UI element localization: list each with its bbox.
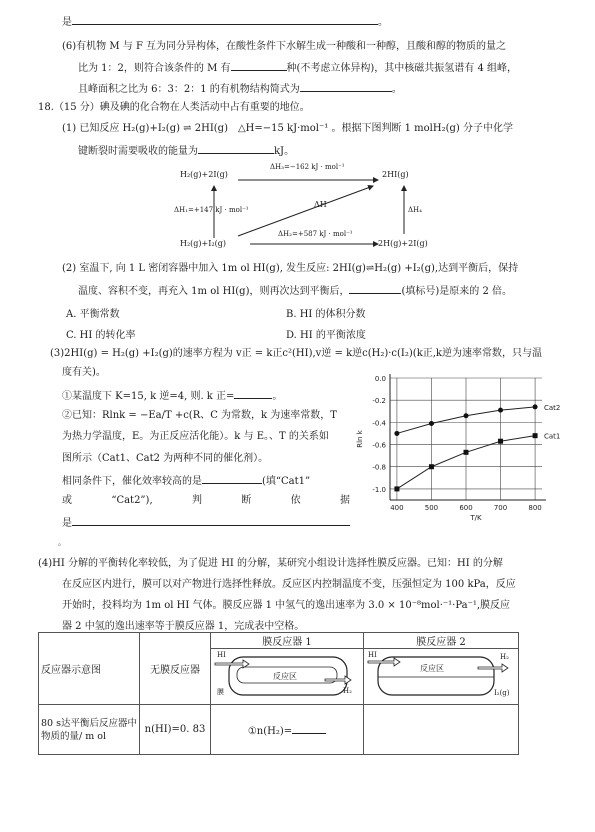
data-point-cat1 xyxy=(429,464,434,469)
data-point-cat2 xyxy=(464,413,469,418)
q17-p6-line3b: 。 xyxy=(391,84,402,95)
option-c[interactable]: C. HI 的转化率 xyxy=(66,330,136,341)
q18-p3-q2-word: 或 xyxy=(62,495,72,506)
series-label-cat2: Cat2 xyxy=(544,403,561,412)
table-head-nomembrane: 无膜反应器 xyxy=(140,633,211,705)
data-point-cat1 xyxy=(394,486,399,491)
q18-p3-q1b: 。 xyxy=(272,391,283,402)
q18-p3-q2-word: 据 xyxy=(339,495,350,506)
answer-blank[interactable] xyxy=(198,143,274,154)
y-tick-label: -0.4 xyxy=(372,419,386,428)
option-b[interactable]: B. HI 的体积分数 xyxy=(286,309,366,320)
q17-top-end: 。 xyxy=(378,17,388,28)
data-point-cat1 xyxy=(464,450,469,455)
answer-blank[interactable] xyxy=(231,60,287,71)
label-dh3: ΔH₃=−162 kJ · mol⁻¹ xyxy=(270,163,345,171)
diagonal-arrow-line xyxy=(238,186,373,236)
q18-p1-line2a: 键断裂时需要吸收的能量为 xyxy=(78,146,198,157)
reactor1-zone-label: 反应区 xyxy=(273,672,297,681)
q18-p3-q2-line4 xyxy=(62,473,310,488)
q18-p3-q2-line4b: (填“Cat1” xyxy=(262,476,311,487)
table-data-row xyxy=(39,705,519,755)
table-head-reactor1: 膜反应器 1 xyxy=(211,633,364,649)
table-cell-reactor2[interactable] xyxy=(364,705,519,755)
x-axis-label: T/K xyxy=(470,514,482,522)
option-d[interactable]: D. HI 的平衡浓度 xyxy=(286,330,366,341)
q18-p4-line2: 在反应区内进行，膜可以对产物进行选择性释放。反应区内控制温度不变，压强恒定为 100 kPa，反应 xyxy=(62,579,516,590)
q18-p3-dot: 。 xyxy=(58,538,66,547)
x-tick-label: 400 xyxy=(390,504,404,512)
answer-blank[interactable] xyxy=(72,14,378,25)
data-point-cat1 xyxy=(533,433,538,438)
q17-top-line xyxy=(62,14,388,29)
q18-p3-q2-word: 断 xyxy=(241,495,252,506)
q18-p3-q2-line6 xyxy=(62,515,350,530)
q18-p1-line1: (1) 已知反应 H₂(g)+I₂(g) ⇌ 2HI(g) △H=−15 kJ·mol⁻¹ 。根据下图判断 1 molH₂(g) 分子中化学 xyxy=(62,123,513,134)
label-dh1: ΔH₁=+147 kJ · mol⁻¹ xyxy=(174,206,249,214)
reactor2-diagram-cell xyxy=(364,649,519,705)
label-top-right: 2HI(g) xyxy=(382,170,409,179)
q18-p3-q1a: ①某温度下 K=15, k 逆=4, 则. k 正= xyxy=(62,391,235,402)
label-bottom-left: H₂(g)+I₂(g) xyxy=(180,239,226,248)
q17-p6-line2b: 种(不考虑立体异构)，其中核磁共振氢谱有 4 组峰， xyxy=(286,63,518,74)
q17-p6-line3a: 且峰面积之比为 6：3：2：1 的有机物结构简式为 xyxy=(78,84,300,95)
table-head-diagram: 反应器示意图 xyxy=(39,633,140,705)
x-tick-label: 500 xyxy=(424,504,439,512)
rlnk-vs-t-chart xyxy=(350,370,562,525)
q18-p4-line4: 器 2 中氢的逸出速率等于膜反应器 1，完成表中空格。 xyxy=(62,621,305,632)
chart-svg xyxy=(350,370,562,525)
q18-p2-line2a: 温度、容积不变，再充入 1m ol HI(g)，则再次达到平衡后， xyxy=(78,286,350,297)
q18-p3-q1 xyxy=(62,388,282,403)
reactor1-membrane-label: 膜 xyxy=(217,688,224,696)
q18-p3-q2-line6-label: 是 xyxy=(62,518,72,529)
label-dh: ΔH xyxy=(314,200,327,209)
reactor-table xyxy=(38,632,519,755)
data-point-cat2 xyxy=(394,431,399,436)
label-dh2: ΔH₂=+587 kJ · mol⁻¹ xyxy=(278,230,353,238)
q18-p3-line2: 度有关)。 xyxy=(62,367,106,378)
y-tick-label: -0.6 xyxy=(372,441,386,450)
option-a[interactable]: A. 平衡常数 xyxy=(66,309,120,320)
table-cell-reactor1[interactable] xyxy=(211,705,364,755)
q17-p6-line2 xyxy=(78,60,517,75)
y-tick-label: 0.0 xyxy=(374,375,386,383)
q18-p3-q2-word: 依 xyxy=(290,495,301,506)
inlet-arrow-icon xyxy=(215,660,249,668)
reactor1-diagram-cell xyxy=(211,649,364,705)
q18-p3-q2-word: “Cat2”), xyxy=(111,495,153,506)
table-head-reactor2: 膜反应器 2 xyxy=(364,633,519,649)
answer-blank[interactable] xyxy=(234,388,272,399)
answer-blank[interactable] xyxy=(300,81,392,92)
q18-p2-line1: (2) 室温下, 向 1 L 密闭容器中加入 1m ol HI(g), 发生反应: 2HI(g)⇌H₂(g) +I₂(g),达到平衡后，保持 xyxy=(62,263,519,274)
label-dh4: ΔH₄ xyxy=(408,206,422,214)
q18-heading: 18.（15 分）碘及碘的化合物在人类活动中占有重要的地位。 xyxy=(38,102,310,113)
reactor1-h2-answer-label: ①n(H₂)= xyxy=(247,725,293,737)
data-point-cat2 xyxy=(429,421,434,426)
q18-p2-line2b: (填标号)是原来的 2 倍。 xyxy=(401,286,513,297)
table-row-label: 80 s达平衡后反应器中物质的量/ m ol xyxy=(39,705,140,755)
y-tick-label: -0.8 xyxy=(372,463,386,472)
answer-blank[interactable] xyxy=(349,283,401,294)
q18-p4-line1: (4)HI 分解的平衡转化率较低，为了促进 HI 的分解，某研究小组设计选择性膜反应器。已知：HI 的分解 xyxy=(38,558,503,569)
answer-blank[interactable] xyxy=(292,723,326,734)
q18-p3-q2-line4a: 相同条件下，催化效率较高的是 xyxy=(62,476,202,487)
energy-cycle-diagram xyxy=(174,160,428,252)
q17-top-label: 是 xyxy=(62,17,72,28)
q18-p3-line1: (3)2HI(g) = H₂(g) +I₂(g)的速率方程为 v正 = k正c²(HI),v逆 = k逆c(H₂)·c(I₂)(k正,k逆为速率常数，只与温 xyxy=(50,348,542,359)
q18-p4-line3: 开始时，投料均为 1m ol HI 气体。膜反应器 1 中氢气的逸出速率为 3.0 × 10⁻⁸mol·⁻¹·Pa⁻¹,膜反应 xyxy=(62,600,511,611)
q18-p3-q2-line2: 为热力学温度，E。为正反应活化能）。k 与 E。、T 的关系如 xyxy=(62,431,329,442)
data-point-cat2 xyxy=(533,404,538,409)
q18-p1-line2 xyxy=(78,143,294,158)
q18-p3-q2-word: 判 xyxy=(191,495,202,506)
table-cell-nomembrane: n(HI)=0. 83 xyxy=(140,705,211,755)
q18-p2-line2 xyxy=(78,283,512,298)
reactor2-hi-label: HI xyxy=(368,651,377,659)
series-label-cat1: Cat1 xyxy=(544,432,561,441)
reactor2-h2-label: H₂ xyxy=(500,653,509,661)
q18-p3-q2-line3: 图所示（Cat1、Cat2 为两种不同的催化剂）。 xyxy=(62,453,269,464)
reactor2-i2-label: I₂(g) xyxy=(494,689,510,697)
q18-p3-q2-line1: ②已知：Rlnk = −Ea/T +c(R、C 为常数，k 为速率常数，T xyxy=(62,410,337,421)
q17-p6-line1: (6)有机物 M 与 F 互为同分异构体，在酸性条件下水解生成一种酸和一种醇，且酸和醇的物质的量之 xyxy=(62,41,507,52)
q18-p1-line2b: kJ。 xyxy=(274,146,295,157)
answer-blank[interactable] xyxy=(72,515,350,526)
reactor2-zone-label: 反应区 xyxy=(420,664,444,673)
x-tick-label: 700 xyxy=(493,504,508,512)
x-tick-label: 600 xyxy=(459,504,473,512)
y-axis-label: Rln k xyxy=(356,430,364,448)
reactor1-h2-label: H₂ xyxy=(343,687,352,695)
y-tick-label: -0.2 xyxy=(372,397,386,406)
q17-p6-line3 xyxy=(78,81,402,96)
table-header-row xyxy=(39,633,519,649)
data-point-cat2 xyxy=(498,408,503,413)
y-tick-label: -1.0 xyxy=(372,485,386,494)
reactor1-hi-label: HI xyxy=(217,651,226,659)
q17-p6-line2a: 比为 1：2，则符合该条件的 M 有 xyxy=(78,63,231,74)
data-point-cat1 xyxy=(498,439,503,444)
q18-p3-q2-line5 xyxy=(62,494,350,507)
label-top-left: H₂(g)+2I(g) xyxy=(180,170,228,179)
x-tick-label: 800 xyxy=(528,504,542,512)
label-bottom-right: 2H(g)+2I(g) xyxy=(378,239,428,248)
answer-blank[interactable] xyxy=(202,473,262,484)
